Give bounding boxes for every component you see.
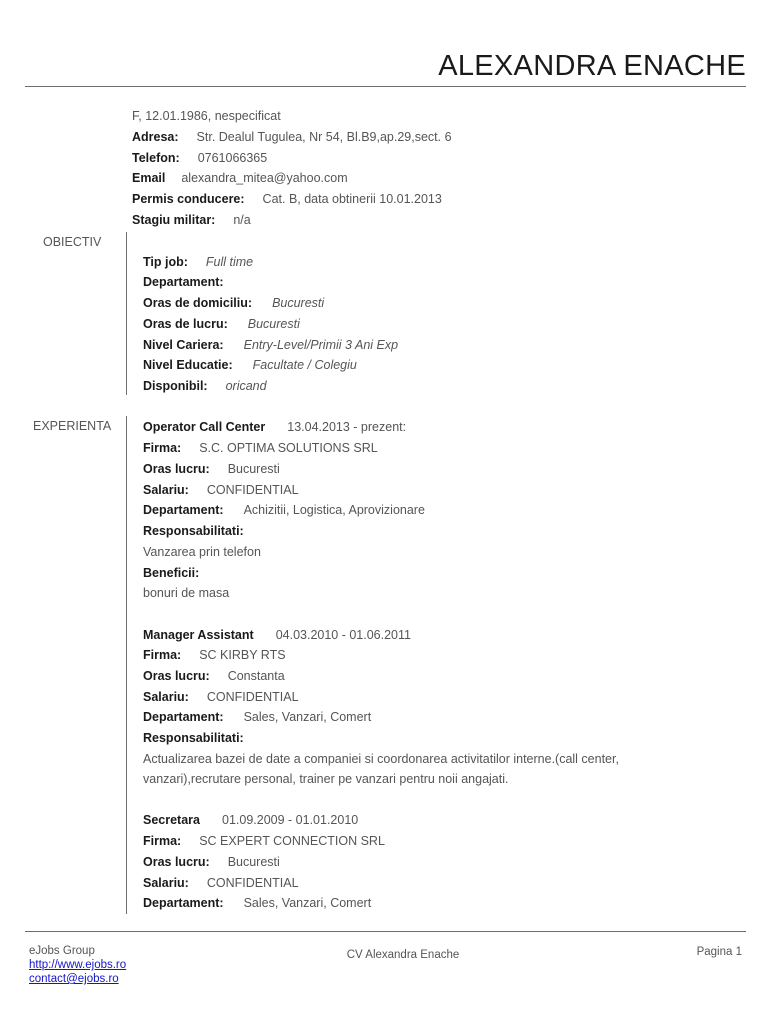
job-field-label: Departament: [143, 503, 224, 517]
objective-row [143, 337, 398, 353]
job-company: S.C. OPTIMA SOLUTIONS SRL [199, 441, 378, 455]
objective-label: Disponibil: [143, 379, 208, 393]
job-field-row [143, 854, 280, 870]
objective-row [143, 254, 253, 270]
job-field-row [143, 461, 280, 477]
address-label: Adresa: [132, 130, 179, 144]
footer-company: eJobs Group [29, 945, 95, 957]
email-value: alexandra_mitea@yahoo.com [181, 171, 348, 185]
job-department: Achizitii, Logistica, Aprovizionare [243, 503, 425, 517]
job-field-row [143, 833, 385, 849]
job-field-label: Salariu: [143, 690, 189, 704]
job-salary: CONFIDENTIAL [206, 690, 299, 704]
job-field-label: Oras lucru: [143, 855, 210, 869]
job-salary: CONFIDENTIAL [206, 876, 299, 890]
phone-label: Telefon: [132, 151, 180, 165]
job-field-label: Salariu: [143, 483, 189, 497]
job-field-row [143, 482, 299, 498]
personal-email-row [132, 170, 348, 186]
job-field-row [143, 647, 286, 663]
job-responsibilities: Actualizarea bazei de date a companiei si coordonarea activitatilor interne.(call center, [143, 752, 619, 766]
job-benefits: bonuri de masa [143, 586, 230, 600]
military-value: n/a [233, 213, 251, 227]
objective-label: Oras de lucru: [143, 317, 228, 331]
section-objective-title: OBIECTIV [43, 235, 102, 249]
job-field-row [143, 875, 299, 891]
objective-value: Bucuresti [272, 296, 325, 310]
job-responsibilities: Vanzarea prin telefon [143, 545, 261, 559]
section-experience-title: EXPERIENTA [33, 419, 112, 433]
objective-label: Departament: [143, 275, 224, 289]
job-field-label: Salariu: [143, 876, 189, 890]
license-value: Cat. B, data obtinerii 10.01.2013 [262, 192, 442, 206]
objective-divider [126, 232, 127, 395]
job-position: Operator Call Center [143, 420, 266, 434]
personal-summary: F, 12.01.1986, nespecificat [132, 109, 281, 123]
footer-divider [25, 931, 746, 932]
job-salary: CONFIDENTIAL [206, 483, 299, 497]
footer-page-number: Pagina 1 [696, 946, 742, 958]
job-city: Constanta [227, 669, 285, 683]
job-company: SC EXPERT CONNECTION SRL [199, 834, 385, 848]
job-field-row [143, 440, 378, 456]
job-field-label: Firma: [143, 834, 182, 848]
experience-divider [126, 416, 127, 914]
job-department: Sales, Vanzari, Comert [243, 896, 372, 910]
job-position: Secretara [143, 813, 200, 827]
footer-document-title: CV Alexandra Enache [346, 949, 460, 961]
job-period: 13.04.2013 - prezent: [287, 420, 407, 434]
job-field-label: Firma: [143, 648, 182, 662]
license-label: Permis conducere: [132, 192, 245, 206]
job-field-label: Firma: [143, 441, 182, 455]
objective-label: Nivel Educatie: [143, 358, 233, 372]
job-field-label: Departament: [143, 710, 224, 724]
job-field-label: Departament: [143, 896, 224, 910]
job-responsibilities-label: Responsabilitati: [143, 731, 244, 745]
job-field-label: Oras lucru: [143, 669, 210, 683]
job-field-row [143, 709, 371, 725]
job-field-row [143, 689, 299, 705]
personal-address-row [132, 129, 452, 145]
objective-label: Nivel Cariera: [143, 338, 224, 352]
objective-value: Bucuresti [247, 317, 300, 331]
footer-email-link[interactable]: contact@ejobs.ro [29, 973, 119, 985]
job-period: 01.09.2009 - 01.01.2010 [222, 813, 359, 827]
personal-military-row [132, 212, 251, 228]
job-heading [143, 627, 411, 643]
objective-row [143, 316, 300, 332]
objective-label: Tip job: [143, 255, 188, 269]
objective-value: Entry-Level/Primii 3 Ani Exp [243, 338, 399, 352]
job-heading [143, 812, 358, 828]
personal-license-row [132, 191, 442, 207]
job-company: SC KIRBY RTS [199, 648, 286, 662]
military-label: Stagiu militar: [132, 213, 216, 227]
objective-row [143, 357, 357, 373]
job-city: Bucuresti [227, 462, 280, 476]
objective-row [143, 295, 324, 311]
objective-value: oricand [225, 379, 267, 393]
job-field-row [143, 668, 285, 684]
objective-label: Oras de domiciliu: [143, 296, 253, 310]
job-field-row [143, 895, 371, 911]
footer-website-link[interactable]: http://www.ejobs.ro [29, 959, 127, 971]
objective-row [143, 378, 267, 394]
job-field-row [143, 502, 425, 518]
job-heading [143, 419, 406, 435]
email-label: Email [132, 171, 166, 185]
personal-phone-row [132, 150, 267, 166]
job-department: Sales, Vanzari, Comert [243, 710, 372, 724]
objective-row [143, 274, 242, 290]
phone-value: 0761066365 [197, 151, 268, 165]
job-responsibilities: vanzari),recrutare personal, trainer pe vanzari pentru noii angajati. [143, 772, 509, 786]
objective-value: Facultate / Colegiu [252, 358, 357, 372]
cv-name: ALEXANDRA ENACHE [438, 50, 746, 82]
job-benefits-label: Beneficii: [143, 566, 200, 580]
job-position: Manager Assistant [143, 628, 254, 642]
objective-value: Full time [205, 255, 254, 269]
address-value: Str. Dealul Tugulea, Nr 54, Bl.B9,ap.29,sect. 6 [196, 130, 452, 144]
job-city: Bucuresti [227, 855, 280, 869]
job-period: 04.03.2010 - 01.06.2011 [275, 628, 411, 642]
job-field-label: Oras lucru: [143, 462, 210, 476]
header-divider [25, 86, 746, 87]
job-responsibilities-label: Responsabilitati: [143, 524, 244, 538]
